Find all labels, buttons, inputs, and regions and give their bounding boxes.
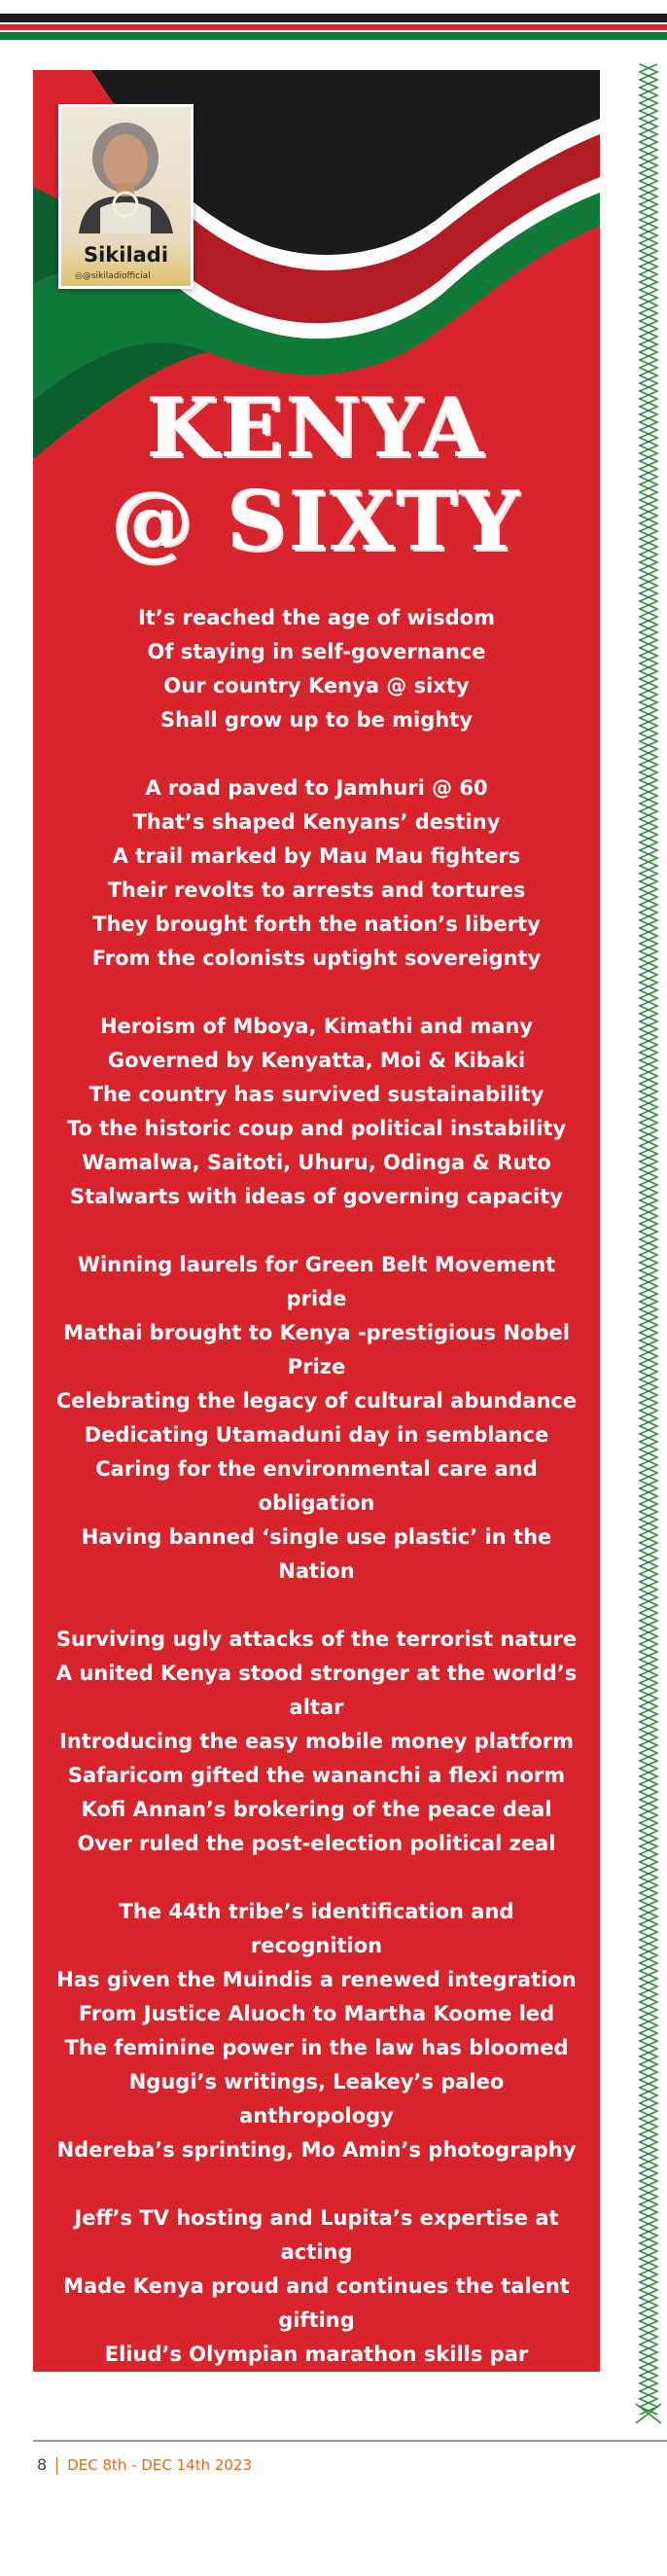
poem-line: Eliud’s Olympian marathon skills par excellence	[104, 2343, 529, 2400]
stanza-5	[33, 1623, 600, 1861]
poem-title	[33, 381, 600, 568]
poem-line: It’s reached the age of wisdom	[137, 606, 495, 629]
poem-line: The future shall be brighter in all	[124, 2513, 509, 2536]
poem-line: They brought forth the nation’s liberty	[92, 912, 541, 936]
stanza-2	[33, 771, 600, 976]
author-handle: ◎@sikiladiofficial	[75, 271, 151, 281]
poem-line: Kenya @ 60 is only just growing up	[114, 2479, 519, 2502]
page-footer	[37, 2455, 252, 2475]
footer-divider	[33, 2440, 667, 2442]
poem-line: Over ruled the post-election political zeal	[77, 1832, 556, 1855]
poem-line: Our country Kenya @ sixty	[163, 674, 470, 698]
poem-line: A trail marked by Mau Mau fighters	[112, 844, 521, 868]
stanza-3	[33, 1010, 600, 1214]
decorative-zigzag-border	[630, 64, 667, 2428]
poem-line: From the colonists uptight sovereignty	[91, 947, 542, 970]
author-name: Sikiladi	[83, 243, 169, 267]
stanza-1	[33, 601, 600, 737]
poem-line: That’s shaped Kenyans’ destiny	[132, 810, 501, 834]
poem-line: To the historic coup and political instability	[66, 1117, 567, 1140]
poem-line: Of staying in self-governance	[147, 640, 486, 663]
poem-line: Heroism of Mboya, Kimathi and many	[99, 1015, 534, 1038]
poem-line: Stalwarts with ideas of governing capacity	[70, 1185, 563, 1208]
poem-line: A united Kenya stood stronger at the world’s altar	[55, 1662, 578, 1719]
stanza-6	[33, 1895, 600, 2167]
stanza-4	[33, 1248, 600, 1589]
poem-line: The 44th tribe’s identification and recognition	[119, 1900, 514, 1957]
poem-line: Winning laurels for Green Belt Movement pride	[77, 1253, 556, 1310]
poem-line: Caring for the environmental care and obligation	[95, 1457, 538, 1515]
poem-line: Their revolts to arrests and tortures	[107, 878, 526, 902]
poem-line: Shall grow up to be mighty	[160, 708, 473, 732]
poem-line: Wamalwa, Saitoti, Uhuru, Odinga & Ruto	[82, 1151, 551, 1174]
instagram-icon: ◎	[75, 271, 83, 281]
poem-line: Governed by Kenyatta, Moi & Kibaki	[107, 1049, 526, 1072]
poem-line: A road paved to Jamhuri @ 60	[145, 776, 488, 800]
poem-line: Made Kenya proud and continues the talent gifting	[63, 2274, 570, 2332]
poem-line: Having banned ‘single use plastic’ in the Nation	[81, 1525, 552, 1583]
poem-line: Celebrating the legacy of cultural abundance	[55, 1389, 578, 1413]
author-card	[58, 104, 193, 289]
poem-line: Kofi Annan’s brokering of the peace deal	[81, 1798, 552, 1821]
poem-line: The country has survived sustainability	[88, 1083, 544, 1106]
poem-line: Introducing the easy mobile money platform	[59, 1730, 574, 1753]
poem-line: Ndereba’s sprinting, Mo Amin’s photography	[56, 2138, 577, 2162]
issue-date-range: DEC 8th - DEC 14th 2023	[67, 2456, 253, 2474]
top-flag-stripes	[0, 0, 667, 45]
poem-line: The feminine power in the law has bloomed	[64, 2036, 569, 2059]
title-line-2: @ SIXTY	[111, 473, 522, 569]
poem-line: From Justice Aluoch to Martha Koome led	[78, 2002, 555, 2025]
stanza-7	[33, 2201, 600, 2542]
poem-line: Rudisha, Kosgei, Tergat, Jelimo’s running brilliance	[79, 2411, 554, 2468]
poem-line: Ngugi’s writings, Leakey’s paleo anthropology	[128, 2070, 505, 2128]
poem-line: Jeff’s TV hosting and Lupita’s expertise at acting	[74, 2206, 559, 2264]
footer-separator	[56, 2457, 57, 2475]
page-number: 8	[37, 2455, 48, 2474]
poem-line: Has given the Muindis a renewed integration	[56, 1968, 577, 1991]
poem-line: Surviving ugly attacks of the terrorist nature	[55, 1628, 578, 1651]
poem-line: Mathai brought to Kenya -prestigious Nobel Prize	[63, 1321, 570, 1378]
title-line-1: KENYA	[147, 379, 486, 476]
poem-line: Dedicating Utamaduni day in semblance	[84, 1423, 549, 1447]
poem-line: Safaricom gifted the wananchi a flexi norm	[67, 1764, 566, 1787]
poem-body	[33, 601, 600, 2576]
